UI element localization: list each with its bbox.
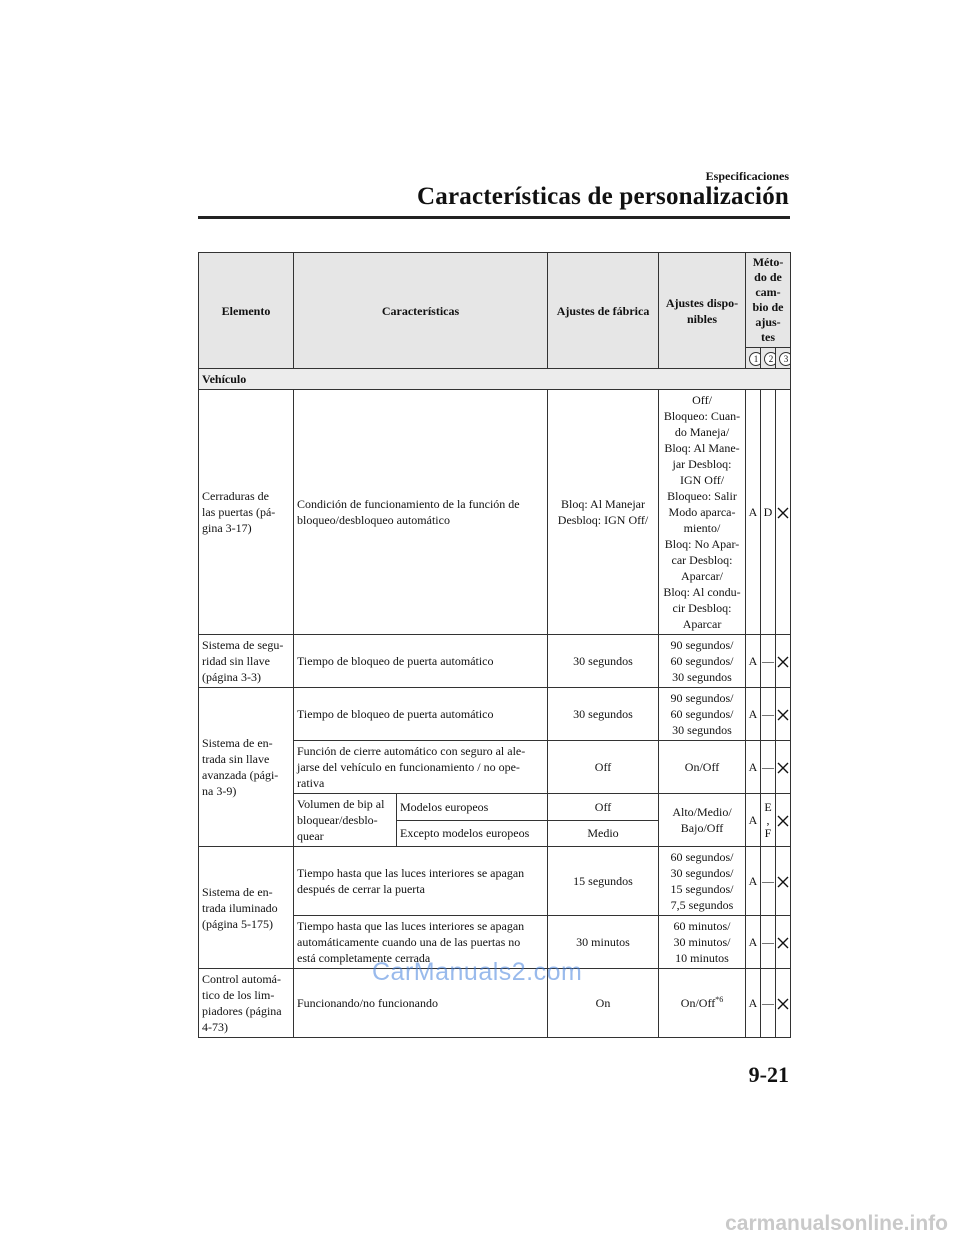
x-mark-icon	[777, 762, 789, 774]
text-line: 90 segundos/	[670, 691, 734, 705]
cell-elemento	[199, 390, 294, 635]
text-line: Modo aparca-	[668, 505, 736, 519]
text-line: IGN Off/	[679, 473, 725, 487]
text-line: 60 minutos/	[673, 919, 731, 933]
column-header-ajustes-disponibles	[659, 253, 746, 369]
cell-method-3	[776, 741, 791, 794]
text-line: E	[764, 799, 772, 814]
text-line: (página 5-175)	[202, 916, 273, 931]
table-row	[199, 390, 791, 635]
text-line: Tiempo hasta que las luces interiores se apagan	[297, 919, 525, 933]
text-line: Desbloq: IGN Off/	[557, 513, 649, 527]
text-line: Aparcar/	[681, 569, 723, 583]
text-line: 60 segundos/	[670, 850, 734, 864]
cell-method-1: A	[746, 390, 761, 635]
cell-method-1: A	[746, 916, 761, 969]
footer-site-watermark: carmanualsonline.info	[725, 1212, 948, 1235]
text-line: na 3-9)	[202, 784, 237, 798]
text-line: bloquear/desblo-	[297, 813, 378, 827]
text-line: Tiempo hasta que las luces interiores se apagan	[297, 866, 525, 880]
cell-method-2: D	[761, 390, 776, 635]
cell-fabrica: 15 segundos	[548, 847, 659, 916]
table-row	[199, 635, 791, 688]
text-line: 10 minutos	[675, 951, 729, 965]
cell-elemento	[199, 688, 294, 847]
cell-disponibles	[659, 390, 746, 635]
text-line: 15 segundos/	[670, 882, 734, 896]
cell-caracteristica	[294, 390, 548, 635]
text-line: ,	[766, 812, 770, 827]
page-number: 9-21	[748, 1062, 789, 1087]
text-line: 90 segundos/	[670, 638, 734, 652]
title-rule	[198, 216, 790, 219]
text-line: Off/	[692, 393, 712, 407]
text-line: ridad sin llave	[202, 654, 270, 668]
text-line: Bajo/Off	[680, 821, 724, 835]
text-line: quear	[297, 829, 324, 843]
text-line: car Desbloq:	[671, 553, 733, 567]
text-line: Función de cierre automático con seguro al ale-	[297, 744, 526, 758]
x-mark-icon	[777, 937, 789, 949]
circled-number-icon: 2	[764, 352, 776, 366]
text-line: jar Desbloq:	[672, 457, 732, 471]
cell-fabrica: Medio	[548, 820, 659, 847]
text-line: miento/	[683, 521, 721, 535]
section-heading: Especificaciones	[705, 169, 789, 183]
x-mark-icon	[777, 998, 789, 1010]
cell-caracteristica	[294, 847, 548, 916]
header-line: bio de	[752, 300, 784, 314]
text-line: Sistema de segu-	[202, 638, 284, 652]
cell-fabrica: 30 minutos	[548, 916, 659, 969]
cell-disponibles	[659, 635, 746, 688]
cell-caracteristica	[294, 741, 548, 794]
cell-modelo: Modelos europeos	[397, 794, 548, 821]
cell-disponibles	[659, 916, 746, 969]
cell-disponibles	[659, 688, 746, 741]
cell-disponibles	[659, 847, 746, 916]
text-line: 60 segundos/	[670, 707, 734, 721]
cell-fabrica: Off	[548, 794, 659, 821]
text-line: Sistema de en-	[202, 736, 273, 750]
text-line: 30 segundos/	[670, 866, 734, 880]
text-line: Sistema de en-	[202, 884, 273, 899]
text-line: 30 segundos	[672, 723, 732, 737]
text-line: F	[764, 825, 772, 840]
text-line: avanzada (pági-	[202, 768, 279, 782]
cell-method-3	[776, 916, 791, 969]
cell-fabrica: 30 segundos	[548, 635, 659, 688]
text-line: 4-73)	[202, 1020, 228, 1034]
column-header-caracteristicas: Características	[294, 253, 548, 369]
cell-method-2: —	[761, 741, 776, 794]
cell-caracteristica	[294, 794, 397, 847]
text-line: 30 segundos	[672, 670, 732, 684]
cell-caracteristica: Funcionando/no funcionando	[294, 969, 548, 1038]
text-line: Alto/Medio/	[672, 805, 732, 819]
cell-method-1: A	[746, 635, 761, 688]
header-line: Méto-	[752, 255, 784, 269]
footnote-ref: *6	[715, 995, 724, 1004]
text-line: cir Desbloq:	[672, 601, 732, 615]
column-header-ajustes-fabrica: Ajustes de fábrica	[548, 253, 659, 369]
text-line: está completamente cerrada	[297, 951, 431, 965]
x-mark-icon	[777, 815, 789, 827]
text-line: 7,5 segundos	[670, 898, 734, 912]
text-line: Bloqueo: Salir	[667, 489, 737, 503]
text-line: Bloq: Al condu-	[663, 585, 741, 599]
column-header-metodo	[746, 253, 791, 348]
text-line: bloqueo/desbloqueo automático	[297, 513, 450, 527]
text-line: 60 segundos/	[670, 654, 734, 668]
text-line: Volumen de bip al	[297, 797, 385, 811]
cell-fabrica	[548, 390, 659, 635]
table-row	[199, 688, 791, 741]
text-line: Control automá-	[202, 972, 281, 986]
text-line: Bloq: No Apar-	[664, 537, 740, 551]
cell-fabrica: 30 segundos	[548, 688, 659, 741]
text-line: tico de los lim-	[202, 988, 275, 1002]
cell-elemento	[199, 847, 294, 969]
text-line: Cerraduras de	[202, 489, 269, 503]
cell-method-2: —	[761, 969, 776, 1038]
cell-elemento	[199, 969, 294, 1038]
cell-fabrica: Off	[548, 741, 659, 794]
text-line: las puertas (pá-	[202, 505, 276, 519]
method-number-1	[746, 348, 761, 369]
section-row-vehiculo: Vehículo	[199, 369, 791, 390]
x-mark-icon	[777, 876, 789, 888]
cell-method-1: A	[746, 741, 761, 794]
cell-method-1: A	[746, 794, 761, 847]
cell-method-1: A	[746, 688, 761, 741]
text-line: trada sin llave	[202, 752, 270, 766]
header-line: do de	[754, 270, 782, 284]
cell-method-2: —	[761, 688, 776, 741]
text-line: rativa	[297, 776, 325, 790]
text-line: trada iluminado	[202, 900, 278, 915]
cell-modelo: Excepto modelos europeos	[397, 820, 548, 847]
text-line: On/Off	[680, 996, 716, 1010]
cell-method-3	[776, 847, 791, 916]
cell-method-3	[776, 794, 791, 847]
text-line: Bloq: Al Manejar	[561, 497, 646, 511]
text-line: piadores (página	[202, 1004, 282, 1018]
method-number-2	[761, 348, 776, 369]
text-line: (página 3-3)	[202, 670, 261, 684]
header-line: cam-	[755, 285, 781, 299]
header-line: ajus-	[755, 315, 781, 329]
cell-method-2: —	[761, 635, 776, 688]
table-row	[199, 847, 791, 916]
cell-caracteristica: Tiempo de bloqueo de puerta automático	[294, 688, 548, 741]
cell-disponibles	[659, 969, 746, 1038]
x-mark-icon	[777, 507, 789, 519]
cell-disponibles	[659, 794, 746, 847]
method-number-3	[776, 348, 791, 369]
customization-table	[198, 252, 791, 1038]
text-line: Aparcar	[682, 617, 722, 631]
text-line: do Maneja/	[674, 425, 730, 439]
circled-number-icon: 1	[749, 352, 761, 366]
cell-method-1: A	[746, 969, 761, 1038]
cell-method-2	[761, 794, 776, 847]
cell-fabrica: On	[548, 969, 659, 1038]
text-line: gina 3-17)	[202, 521, 252, 535]
text-line: jarse del vehículo en funcionamiento / no ope-	[297, 760, 520, 774]
header-line: tes	[761, 330, 776, 344]
cell-method-3	[776, 969, 791, 1038]
x-mark-icon	[777, 709, 789, 721]
cell-caracteristica: Tiempo de bloqueo de puerta automático	[294, 635, 548, 688]
text-line: Bloq: Al Mane-	[664, 441, 740, 455]
text-line: Condición de funcionamiento de la función de	[297, 497, 520, 511]
header-line: nibles	[687, 311, 718, 326]
cell-method-3	[776, 635, 791, 688]
cell-method-2: —	[761, 847, 776, 916]
watermark: CarManuals2.com	[372, 958, 583, 986]
page-title: Características de personalización	[417, 183, 789, 210]
x-mark-icon	[777, 656, 789, 668]
text-line: automáticamente cuando una de las puertas no	[297, 935, 521, 949]
column-header-elemento: Elemento	[199, 253, 294, 369]
text-line: 30 minutos/	[673, 935, 731, 949]
cell-method-3	[776, 390, 791, 635]
circled-number-icon: 3	[779, 352, 791, 366]
header-line: Ajustes dispo-	[665, 295, 739, 310]
text-line: Bloqueo: Cuan-	[663, 409, 741, 423]
text-line: después de cerrar la puerta	[297, 882, 425, 896]
cell-disponibles: On/Off	[659, 741, 746, 794]
cell-method-2: —	[761, 916, 776, 969]
cell-method-1: A	[746, 847, 761, 916]
cell-method-3	[776, 688, 791, 741]
cell-elemento	[199, 635, 294, 688]
